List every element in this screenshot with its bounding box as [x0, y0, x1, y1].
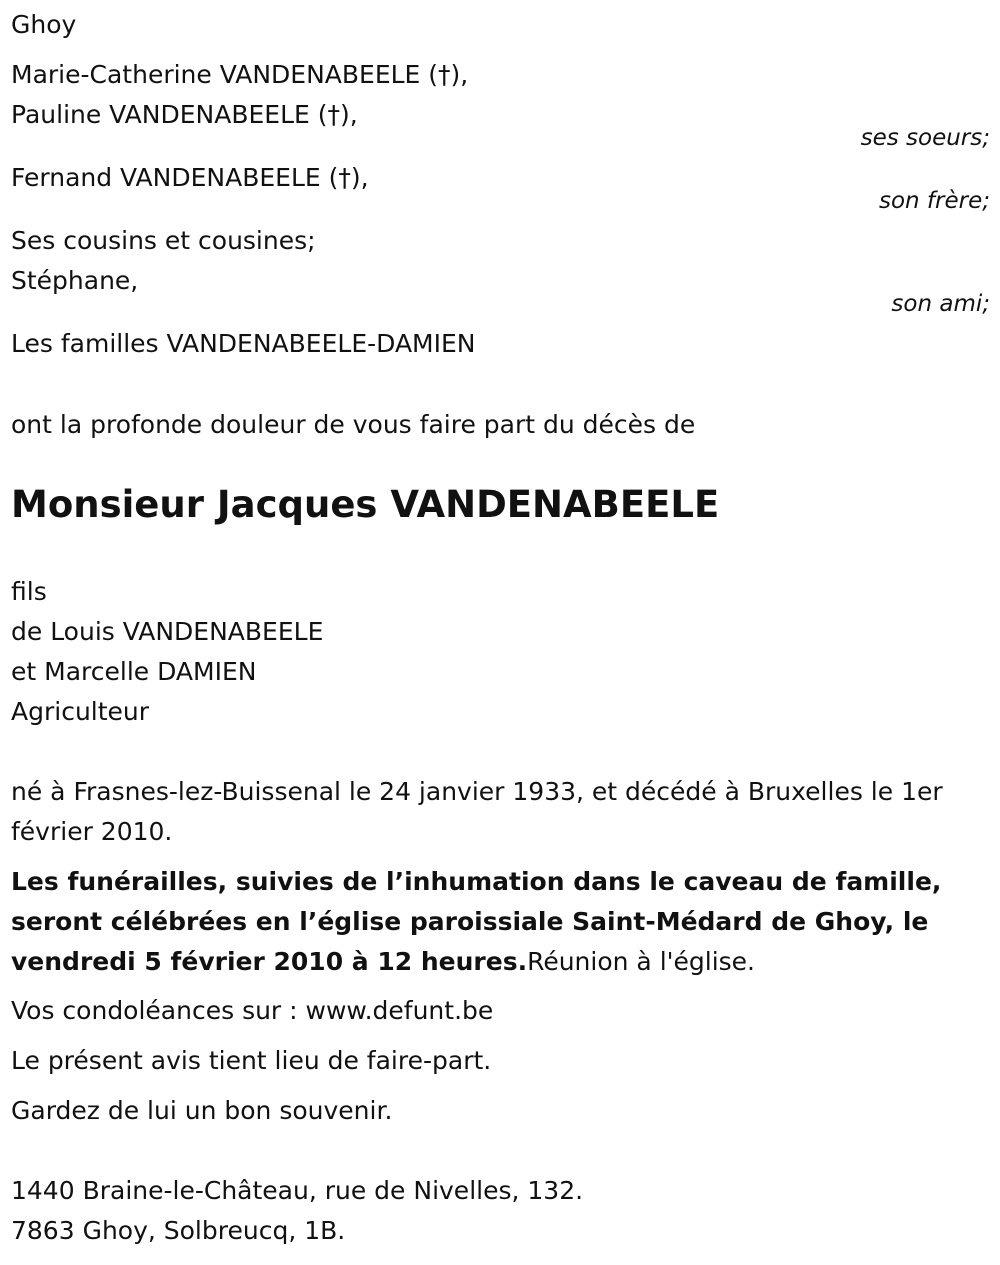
funeral-meeting: Réunion à l'église.: [527, 947, 756, 976]
sister-1: Marie-Catherine VANDENABEELE (†),: [11, 60, 469, 89]
sister-2: Pauline VANDENABEELE (†),: [11, 100, 358, 129]
cousins: Ses cousins et cousines;: [11, 226, 316, 255]
families: Les familles VANDENABEELE-DAMIEN: [11, 329, 476, 358]
brother-role: son frère;: [878, 188, 990, 214]
detail-father: de Louis VANDENABEELE: [11, 617, 324, 646]
remembrance-note: Gardez de lui un bon souvenir.: [11, 1096, 393, 1125]
birth-death-paragraph: né à Frasnes-lez-Buissenal le 24 janvier 1933, et décédé à Bruxelles le 1er février 2010.: [11, 777, 943, 846]
address-1: 1440 Braine-le-Château, rue de Nivelles, 132.: [11, 1176, 584, 1205]
friend: Stéphane,: [11, 266, 139, 295]
condolences-note: Vos condoléances sur : www.defunt.be: [11, 996, 494, 1025]
detail-mother: et Marcelle DAMIEN: [11, 657, 257, 686]
detail-fils: fils: [11, 577, 47, 606]
notice-note: Le présent avis tient lieu de faire-part.: [11, 1046, 492, 1075]
friend-role: son ami;: [891, 291, 990, 317]
funeral-paragraph: [11, 862, 986, 982]
funeral-details: Les funérailles, suivies de l’inhumation dans le caveau de famille, seront célébrées en l’église paroissiale Saint-Médard de Ghoy, le vendredi 5 février 2010 à 12 heures.: [11, 867, 942, 976]
address-2: 7863 Ghoy, Solbreucq, 1B.: [11, 1216, 346, 1245]
brother: Fernand VANDENABEELE (†),: [11, 163, 369, 192]
deceased-name: Monsieur Jacques VANDENABEELE: [11, 483, 720, 526]
detail-occupation: Agriculteur: [11, 697, 150, 726]
announcement: ont la profonde douleur de vous faire part du décès de: [11, 410, 696, 439]
sisters-role: ses soeurs;: [860, 125, 990, 151]
place-heading: Ghoy: [11, 10, 77, 39]
